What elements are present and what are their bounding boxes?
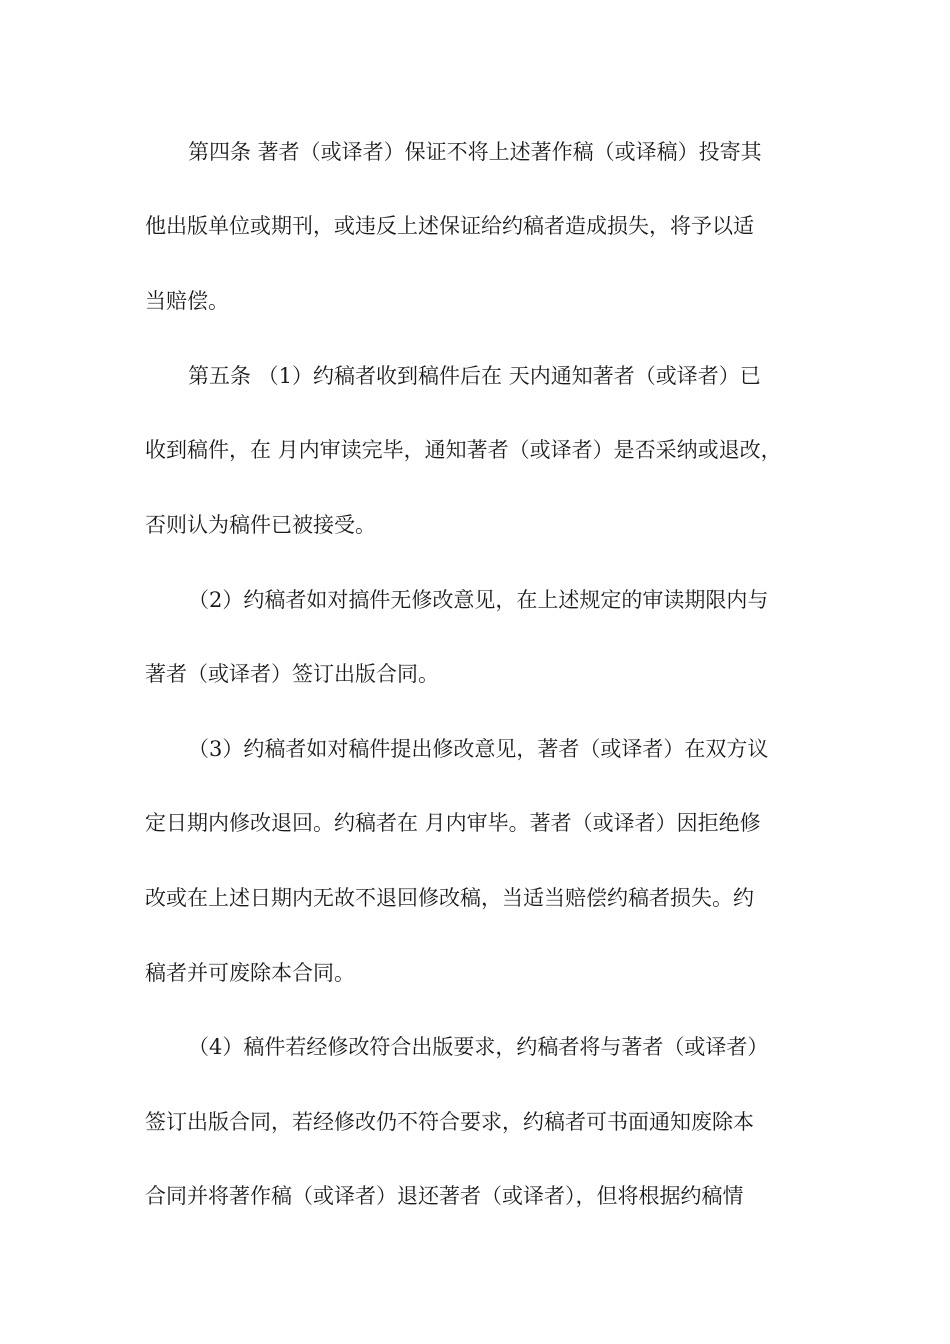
article-5-line-1: 第五条 （1）约稿者收到稿件后在 天内通知著者（或译者）已	[188, 364, 761, 388]
article-5-line-2: 收到稿件，在 月内审读完毕，通知著者（或译者）是否采纳或退改，	[145, 438, 782, 462]
article-5-line-3: 否则认为稿件已被接受。	[145, 513, 376, 537]
clause-4-line-3: 合同并将著作稿（或译者）退还著者（或译者），但将根据约稿情	[145, 1184, 744, 1208]
clause-3-line-3: 改或在上述日期内无故不退回修改稿，当适当赔偿约稿者损失。约	[145, 886, 754, 910]
clause-3-line-1: （3）约稿者如对稿件提出修改意见，著者（或译者）在双方议	[188, 737, 769, 761]
clause-4-line-1: （4）稿件若经修改符合出版要求，约稿者将与著者（或译者）	[188, 1035, 769, 1059]
clause-4-line-2: 签订出版合同，若经修改仍不符合要求，约稿者可书面通知废除本	[145, 1110, 754, 1134]
article-4-line-3: 当赔偿。	[145, 289, 229, 313]
article-4-line-1: 第四条 著者（或译者）保证不将上述著作稿（或译稿）投寄其	[188, 140, 762, 164]
article-4-line-2: 他出版单位或期刊，或违反上述保证给约稿者造成损失，将予以适	[145, 214, 754, 238]
clause-3-line-4: 稿者并可废除本合同。	[145, 961, 355, 985]
clause-3-line-2: 定日期内修改退回。约稿者在 月内审毕。著者（或译者）因拒绝修	[145, 811, 761, 835]
clause-2-line-1: （2）约稿者如对搞件无修改意见，在上述规定的审读期限内与	[188, 588, 769, 612]
clause-2-line-2: 著者（或译者）签订出版合同。	[145, 662, 439, 686]
